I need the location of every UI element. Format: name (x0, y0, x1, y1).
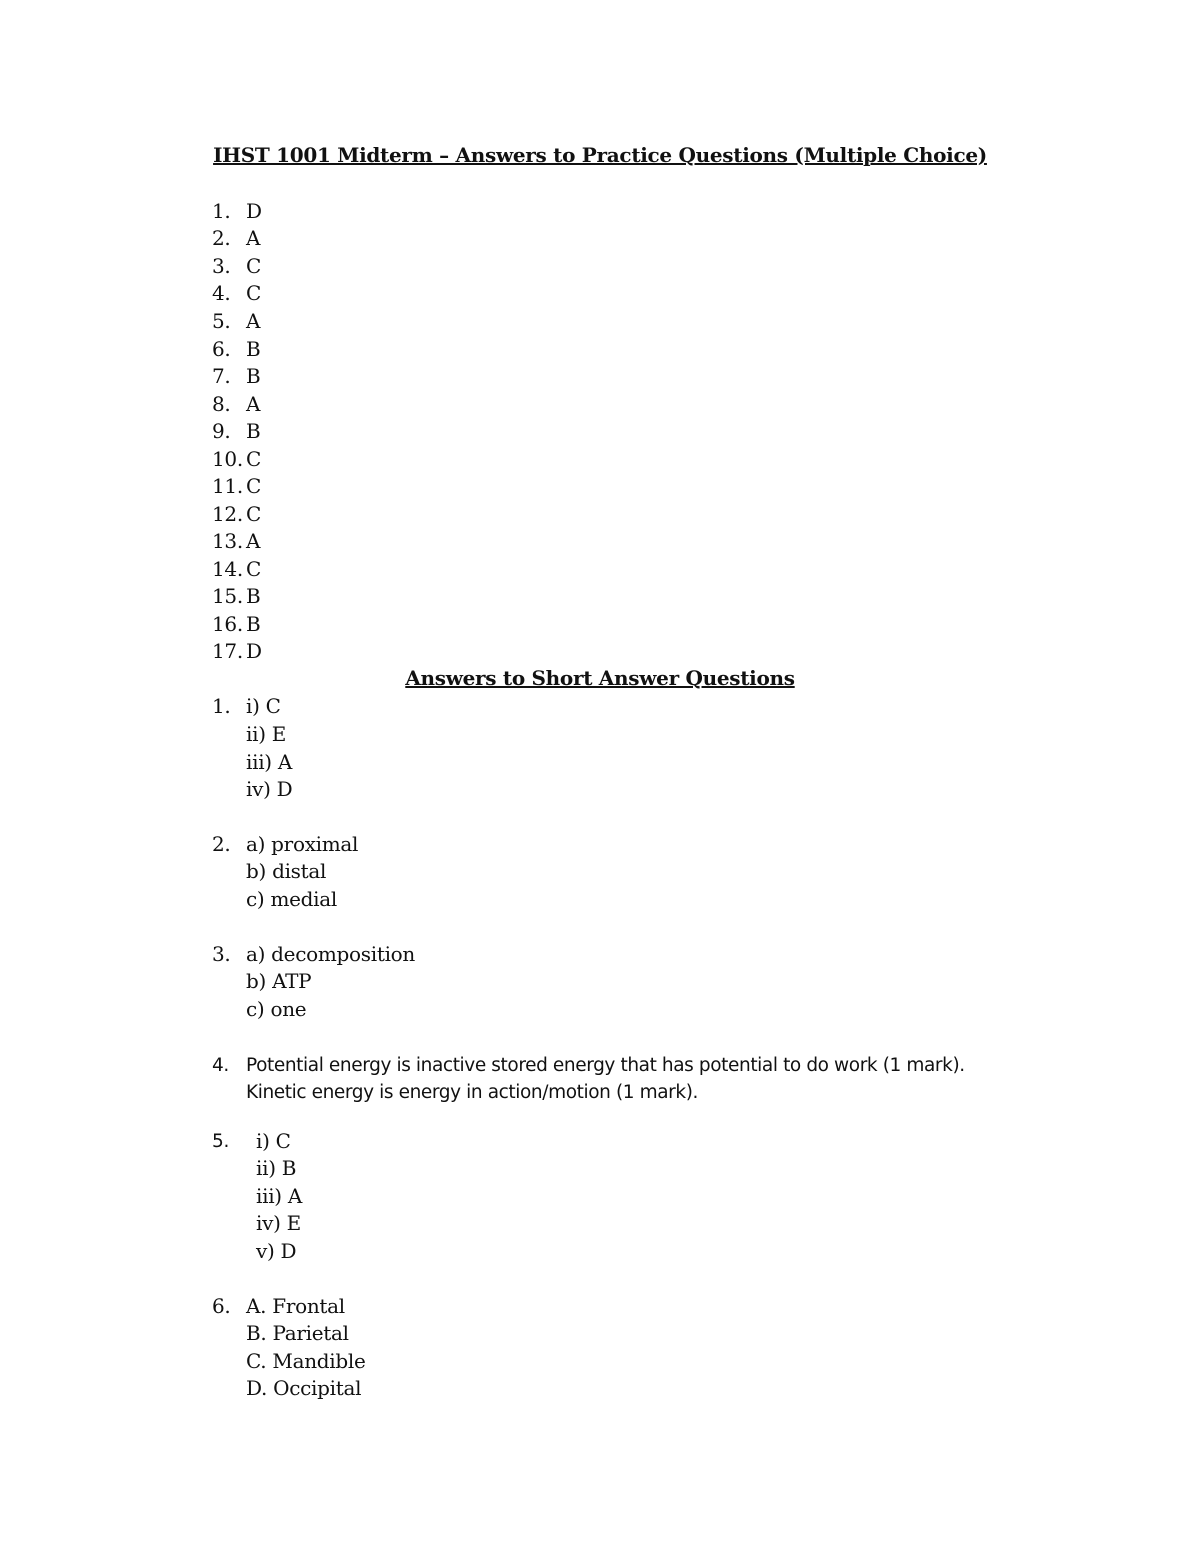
answer-line: i) C (256, 1129, 291, 1153)
item-number: 6. (212, 337, 231, 361)
item-number: 12. (212, 502, 243, 526)
item-answer: C (246, 557, 262, 581)
answer-line: C. Mandible (246, 1349, 366, 1373)
item-answer: A (246, 392, 261, 416)
section-heading: Answers to Short Answer Questions (405, 666, 795, 690)
answer-line: A. Frontal (246, 1294, 345, 1318)
answer-line: c) one (246, 997, 307, 1021)
item-answer: D (246, 199, 262, 223)
item-number: 7. (212, 364, 231, 388)
answer-line: a) proximal (246, 832, 359, 856)
answer-line: D. Occipital (246, 1376, 362, 1400)
item-number: 10. (212, 447, 243, 471)
item-answer: D (246, 639, 262, 663)
item-number: 14. (212, 557, 243, 581)
item-number: 1. (212, 199, 231, 223)
answer-line: ii) E (246, 722, 287, 746)
item-answer: B (246, 337, 261, 361)
item-answer: B (246, 584, 261, 608)
answer-line: c) medial (246, 887, 337, 911)
answer-line: B. Parietal (246, 1321, 349, 1345)
answer-line: b) ATP (246, 969, 312, 993)
item-answer: C (246, 474, 262, 498)
item-number: 3. (212, 254, 231, 278)
answer-line: i) C (246, 694, 281, 718)
answer-line: a) decomposition (246, 942, 415, 966)
item-answer: B (246, 364, 261, 388)
item-number: 11. (212, 474, 243, 498)
item-number: 3. (212, 942, 231, 966)
answer-line: iii) A (246, 750, 292, 774)
item-answer: B (246, 612, 261, 636)
answer-line: b) distal (246, 859, 327, 883)
item-number: 6. (212, 1294, 231, 1318)
item-answer: A (246, 226, 261, 250)
answer-line: iii) A (256, 1184, 302, 1208)
item-number: 16. (212, 612, 243, 636)
item-number: 4. (212, 1055, 229, 1076)
item-answer: A (246, 529, 261, 553)
item-number: 17. (212, 639, 243, 663)
item-number: 2. (212, 832, 231, 856)
answer-line: Kinetic energy is energy in action/motion (1 mark). (246, 1082, 698, 1103)
item-answer: C (246, 447, 262, 471)
item-number: 15. (212, 584, 243, 608)
item-number: 5. (212, 1131, 230, 1152)
item-answer: C (246, 254, 262, 278)
answer-line: iv) D (246, 777, 293, 801)
item-number: 13. (212, 529, 243, 553)
answer-line: ii) B (256, 1156, 297, 1180)
page-title: IHST 1001 Midterm – Answers to Practice Questions (Multiple Choice) (213, 143, 987, 167)
item-number: 4. (212, 281, 231, 305)
answer-line: v) D (256, 1239, 297, 1263)
item-number: 1. (212, 694, 231, 718)
item-answer: B (246, 419, 261, 443)
item-number: 8. (212, 392, 231, 416)
item-answer: C (246, 281, 262, 305)
item-answer: A (246, 309, 261, 333)
item-answer: C (246, 502, 262, 526)
item-number: 5. (212, 309, 231, 333)
item-number: 2. (212, 226, 231, 250)
answer-line: iv) E (256, 1211, 301, 1235)
item-number: 9. (212, 419, 231, 443)
answer-line: Potential energy is inactive stored energy that has potential to do work (1 mark). (246, 1055, 965, 1076)
